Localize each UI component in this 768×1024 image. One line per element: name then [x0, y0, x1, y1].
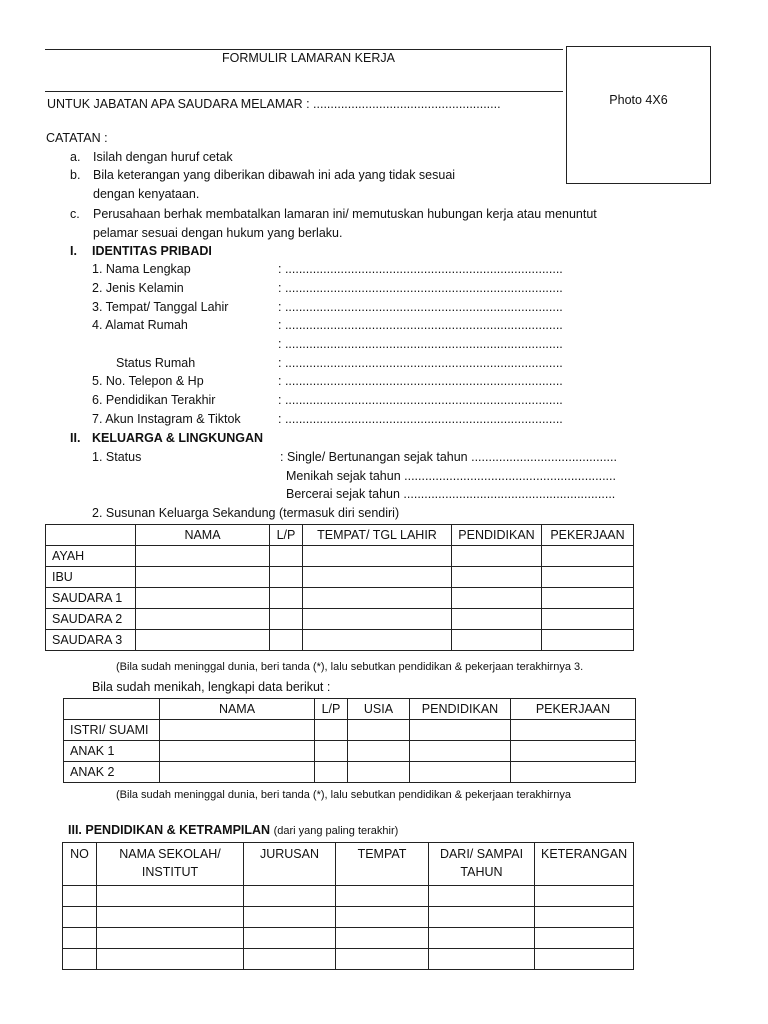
table-cell[interactable] — [270, 588, 303, 609]
header-line: JURUSAN — [259, 847, 320, 861]
section3-heading — [68, 823, 398, 837]
table-cell[interactable] — [136, 588, 270, 609]
field-label: 4. Alamat Rumah — [92, 318, 188, 332]
table-row — [63, 886, 634, 907]
field-label: 2. Jenis Kelamin — [92, 281, 184, 295]
table-cell[interactable] — [315, 741, 348, 762]
note-text: Bila keterangan yang diberikan dibawah ini ada yang tidak sesuai — [93, 168, 456, 182]
table-cell[interactable] — [542, 609, 634, 630]
note-text: dengan kenyataan. — [93, 187, 200, 201]
family-note: (Bila sudah meninggal dunia, beri tanda (*), lalu sebutkan pendidikan & pekerjaan terakhirnya 3. — [116, 661, 584, 673]
field-value: : ................................................................................ — [278, 356, 563, 370]
table-cell[interactable] — [136, 609, 270, 630]
table-cell[interactable] — [63, 949, 97, 970]
table-row — [46, 567, 634, 588]
table-header: L/P — [270, 525, 303, 546]
photo-label: Photo 4X6 — [609, 93, 668, 107]
row-label: SAUDARA 3 — [46, 630, 136, 651]
married-table — [63, 698, 636, 783]
header-line: TEMPAT — [357, 847, 407, 861]
table-cell[interactable] — [270, 546, 303, 567]
table-cell[interactable] — [429, 886, 535, 907]
note-text: pelamar sesuai dengan hukum yang berlaku. — [93, 226, 343, 240]
table-header-row — [63, 843, 634, 886]
table-cell[interactable] — [336, 907, 429, 928]
table-row — [63, 928, 634, 949]
table-row — [46, 546, 634, 567]
status-label: 1. Status — [92, 450, 142, 464]
table-cell[interactable] — [410, 762, 511, 783]
field-value: : ................................................................................ — [278, 412, 563, 426]
table-cell[interactable] — [511, 762, 636, 783]
row-label: AYAH — [46, 546, 136, 567]
section-title: IDENTITAS PRIBADI — [92, 244, 212, 258]
table-cell[interactable] — [452, 546, 542, 567]
table-cell[interactable] — [303, 630, 452, 651]
field-value: : ................................................................................ — [278, 262, 563, 276]
table-header — [336, 843, 429, 886]
section-number: II. — [70, 431, 81, 445]
table-header — [429, 843, 535, 886]
table-cell[interactable] — [315, 720, 348, 741]
section-subtitle: (dari yang paling terakhir) — [273, 825, 399, 837]
table-cell[interactable] — [452, 630, 542, 651]
table-cell[interactable] — [303, 567, 452, 588]
table-cell[interactable] — [348, 741, 410, 762]
status-line: : Single/ Bertunangan sejak tahun .......................................... — [280, 450, 617, 464]
field-label: 3. Tempat/ Tanggal Lahir — [92, 300, 229, 314]
table-cell[interactable] — [63, 886, 97, 907]
table-cell[interactable] — [348, 720, 410, 741]
table-cell[interactable] — [303, 588, 452, 609]
table-row — [64, 720, 636, 741]
table-cell[interactable] — [97, 886, 244, 907]
table-row — [46, 609, 634, 630]
table-cell[interactable] — [410, 741, 511, 762]
field-value: : ................................................................................ — [278, 374, 563, 388]
table-header: PEKERJAAN — [511, 699, 636, 720]
row-label: ISTRI/ SUAMI — [64, 720, 160, 741]
table-row — [63, 949, 634, 970]
table-cell[interactable] — [535, 928, 634, 949]
table-header — [46, 525, 136, 546]
table-cell[interactable] — [429, 928, 535, 949]
row-label: SAUDARA 1 — [46, 588, 136, 609]
table-cell[interactable] — [452, 588, 542, 609]
table-row — [63, 907, 634, 928]
section-number: I. — [70, 244, 77, 258]
table-cell[interactable] — [160, 741, 315, 762]
note-text: Isilah dengan huruf cetak — [93, 150, 233, 164]
table-cell[interactable] — [535, 949, 634, 970]
table-cell[interactable] — [511, 720, 636, 741]
table-cell[interactable] — [63, 928, 97, 949]
note-marker: c. — [70, 207, 80, 221]
field-label: 5. No. Telepon & Hp — [92, 374, 204, 388]
table-cell[interactable] — [160, 762, 315, 783]
table-cell[interactable] — [535, 886, 634, 907]
table-cell[interactable] — [410, 720, 511, 741]
form-title: FORMULIR LAMARAN KERJA — [222, 51, 395, 65]
section-title: KELUARGA & LINGKUNGAN — [92, 431, 264, 445]
table-header — [63, 843, 97, 886]
row-label: IBU — [46, 567, 136, 588]
table-cell[interactable] — [136, 546, 270, 567]
table-cell[interactable] — [315, 762, 348, 783]
table-cell[interactable] — [336, 928, 429, 949]
table-cell[interactable] — [244, 949, 336, 970]
field-value: : ................................................................................ — [278, 318, 563, 332]
header-line: NO — [70, 847, 89, 861]
table-header: NAMA — [136, 525, 270, 546]
table-cell[interactable] — [542, 588, 634, 609]
table-row — [64, 762, 636, 783]
table-header: L/P — [315, 699, 348, 720]
field-label: 6. Pendidikan Terakhir — [92, 393, 216, 407]
header-line: TAHUN — [460, 865, 503, 879]
header-line: INSTITUT — [141, 865, 199, 879]
row-label: ANAK 1 — [64, 741, 160, 762]
table-header — [97, 843, 244, 886]
table-cell[interactable] — [270, 630, 303, 651]
field-label: 7. Akun Instagram & Tiktok — [92, 412, 241, 426]
family-label: 2. Susunan Keluarga Sekandung (termasuk diri sendiri) — [92, 506, 400, 520]
table-cell[interactable] — [452, 609, 542, 630]
table-cell[interactable] — [63, 907, 97, 928]
header-line: DARI/ SAMPAI — [439, 847, 524, 861]
table-cell[interactable] — [160, 720, 315, 741]
table-header — [244, 843, 336, 886]
table-cell[interactable] — [429, 949, 535, 970]
table-cell[interactable] — [336, 886, 429, 907]
table-header — [64, 699, 160, 720]
header-line: KETERANGAN — [541, 847, 628, 861]
field-label: 1. Nama Lengkap — [92, 262, 191, 276]
photo-box — [566, 46, 711, 184]
field-label: Status Rumah — [116, 356, 196, 370]
note-text: Perusahaan berhak membatalkan lamaran ini/ memutuskan hubungan kerja atau menuntut — [93, 207, 597, 221]
table-cell[interactable] — [97, 949, 244, 970]
field-value: : ................................................................................ — [278, 281, 563, 295]
table-row — [46, 588, 634, 609]
table-cell[interactable] — [244, 907, 336, 928]
header-line: NAMA SEKOLAH/ — [119, 847, 221, 861]
table-cell[interactable] — [348, 762, 410, 783]
table-cell[interactable] — [270, 609, 303, 630]
table-cell[interactable] — [136, 567, 270, 588]
table-cell[interactable] — [244, 886, 336, 907]
note-marker: a. — [70, 150, 81, 164]
table-cell[interactable] — [542, 546, 634, 567]
table-cell[interactable] — [429, 907, 535, 928]
row-label: ANAK 2 — [64, 762, 160, 783]
table-header — [535, 843, 634, 886]
table-header: PENDIDIKAN — [410, 699, 511, 720]
table-header: NAMA — [160, 699, 315, 720]
table-header: USIA — [348, 699, 410, 720]
table-row — [64, 741, 636, 762]
table-cell[interactable] — [511, 741, 636, 762]
table-cell[interactable] — [452, 567, 542, 588]
section-title: III. PENDIDIKAN & KETRAMPILAN — [68, 823, 271, 837]
table-cell[interactable] — [336, 949, 429, 970]
family-table — [45, 524, 634, 651]
table-header: TEMPAT/ TGL LAHIR — [303, 525, 452, 546]
table-row — [46, 630, 634, 651]
table-cell[interactable] — [244, 928, 336, 949]
note-marker: b. — [70, 168, 81, 182]
table-cell[interactable] — [97, 907, 244, 928]
table-cell[interactable] — [542, 630, 634, 651]
field-value: : ................................................................................ — [278, 393, 563, 407]
table-cell[interactable] — [535, 907, 634, 928]
table-header: PENDIDIKAN — [452, 525, 542, 546]
table-cell[interactable] — [542, 567, 634, 588]
table-cell[interactable] — [303, 609, 452, 630]
field-value: : ................................................................................ — [278, 300, 563, 314]
row-label: SAUDARA 2 — [46, 609, 136, 630]
notes-heading: CATATAN : — [46, 131, 108, 145]
table-cell[interactable] — [136, 630, 270, 651]
education-table — [62, 842, 634, 970]
married-label: Bila sudah menikah, lengkapi data berikut : — [92, 680, 331, 694]
field-value: : ................................................................................ — [278, 337, 563, 351]
table-cell[interactable] — [97, 928, 244, 949]
married-note: (Bila sudah meninggal dunia, beri tanda (*), lalu sebutkan pendidikan & pekerjaan terakhirnya — [116, 789, 571, 801]
table-cell[interactable] — [303, 546, 452, 567]
status-line: Menikah sejak tahun ............................................................. — [286, 469, 616, 483]
title-rule — [45, 91, 563, 92]
table-header: PEKERJAAN — [542, 525, 634, 546]
table-cell[interactable] — [270, 567, 303, 588]
position-prompt: UNTUK JABATAN APA SAUDARA MELAMAR : ...................................................... — [47, 97, 501, 111]
status-line: Bercerai sejak tahun ............................................................. — [286, 487, 616, 501]
top-rule — [45, 49, 563, 50]
table-header-row — [46, 525, 634, 546]
table-header-row — [64, 699, 636, 720]
